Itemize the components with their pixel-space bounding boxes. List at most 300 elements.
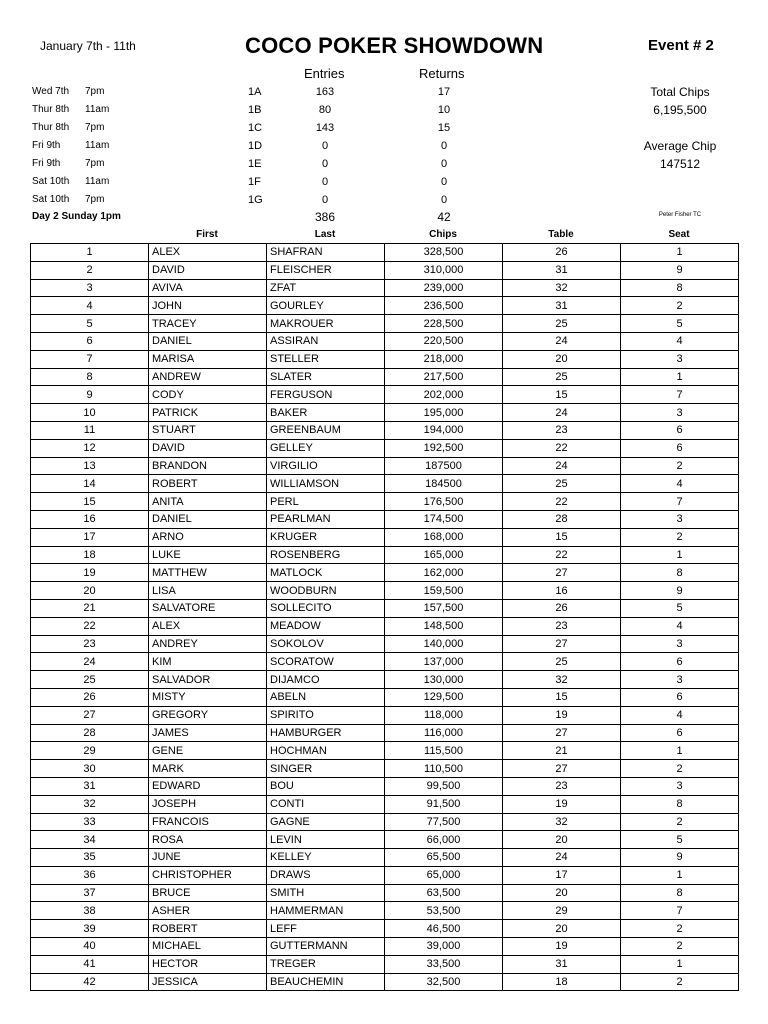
- table-row: [31, 404, 739, 422]
- seat-cell: 2: [621, 528, 739, 546]
- table-cell: 29: [503, 902, 621, 920]
- chips-cell: 46,500: [385, 920, 503, 938]
- first-name-cell: LISA: [149, 582, 267, 600]
- table-cell: 24: [503, 404, 621, 422]
- chips-cell: 116,000: [385, 724, 503, 742]
- first-name-cell: ROBERT: [149, 920, 267, 938]
- table-row: [31, 510, 739, 528]
- chips-cell: 63,500: [385, 884, 503, 902]
- table-row: [31, 813, 739, 831]
- chips-cell: 218,000: [385, 350, 503, 368]
- table-cell: 26: [503, 599, 621, 617]
- seat-cell: 1: [621, 368, 739, 386]
- table-cell: 20: [503, 350, 621, 368]
- chips-cell: 239,000: [385, 279, 503, 297]
- flight-day: Fri 9th: [32, 158, 61, 169]
- rank-cell: 40: [31, 938, 149, 956]
- table-cell: 15: [503, 528, 621, 546]
- rank-cell: 41: [31, 955, 149, 973]
- total-chips-label: Total Chips: [650, 85, 710, 99]
- table-row: [31, 261, 739, 279]
- flight-returns: 0: [440, 194, 448, 206]
- last-name-cell: SOKOLOV: [267, 635, 385, 653]
- table-cell: 23: [503, 777, 621, 795]
- chips-cell: 159,500: [385, 582, 503, 600]
- first-name-cell: DANIEL: [149, 332, 267, 350]
- first-name-cell: BRUCE: [149, 884, 267, 902]
- chips-cell: 130,000: [385, 671, 503, 689]
- flight-row: [0, 104, 520, 122]
- table-row: [31, 777, 739, 795]
- last-name-cell: GAGNE: [267, 813, 385, 831]
- rank-cell: 26: [31, 688, 149, 706]
- table-cell: 25: [503, 368, 621, 386]
- average-chip-label: Average Chip: [643, 139, 717, 153]
- last-name-cell: GOURLEY: [267, 297, 385, 315]
- flight-entries: 0: [321, 176, 329, 188]
- total-returns: 42: [437, 210, 451, 224]
- table-cell: 26: [503, 244, 621, 262]
- chips-cell: 53,500: [385, 902, 503, 920]
- first-name-cell: MARK: [149, 760, 267, 778]
- table-row: [31, 902, 739, 920]
- seat-cell: 7: [621, 493, 739, 511]
- flight-row: [0, 176, 520, 194]
- chips-cell: 176,500: [385, 493, 503, 511]
- first-name-cell: HECTOR: [149, 955, 267, 973]
- table-cell: 15: [503, 688, 621, 706]
- table-cell: 20: [503, 920, 621, 938]
- rank-cell: 14: [31, 475, 149, 493]
- table-row: [31, 653, 739, 671]
- chips-cell: 110,500: [385, 760, 503, 778]
- table-cell: 27: [503, 635, 621, 653]
- flight-entries: 0: [321, 194, 329, 206]
- last-name-cell: SLATER: [267, 368, 385, 386]
- rank-cell: 5: [31, 315, 149, 333]
- seat-cell: 9: [621, 849, 739, 867]
- flight-day: Fri 9th: [32, 140, 61, 151]
- flight-id: 1E: [248, 158, 262, 170]
- table-row: [31, 439, 739, 457]
- last-name-cell: BAKER: [267, 404, 385, 422]
- flight-row: [0, 140, 520, 158]
- table-cell: 31: [503, 297, 621, 315]
- table-cell: 19: [503, 706, 621, 724]
- table-row: [31, 831, 739, 849]
- first-name-cell: KIM: [149, 653, 267, 671]
- first-name-cell: JAMES: [149, 724, 267, 742]
- seat-cell: 6: [621, 688, 739, 706]
- seat-cell: 1: [621, 244, 739, 262]
- last-name-cell: SPIRITO: [267, 706, 385, 724]
- chips-cell: 220,500: [385, 332, 503, 350]
- flight-time: 7pm: [85, 194, 105, 205]
- flight-row: [0, 86, 520, 104]
- seat-cell: 2: [621, 297, 739, 315]
- chips-cell: 99,500: [385, 777, 503, 795]
- table-row: [31, 671, 739, 689]
- event-number: Event # 2: [648, 37, 714, 54]
- credit-note: Peter Fisher TC: [658, 212, 702, 218]
- first-name-cell: PATRICK: [149, 404, 267, 422]
- chips-cell: 217,500: [385, 368, 503, 386]
- chips-cell: 162,000: [385, 564, 503, 582]
- table-row: [31, 528, 739, 546]
- flight-day: Wed 7th: [32, 86, 70, 97]
- first-name-cell: AVIVA: [149, 279, 267, 297]
- last-name-cell: ASSIRAN: [267, 332, 385, 350]
- col-header-table: Table: [548, 229, 574, 240]
- table-row: [31, 457, 739, 475]
- seat-cell: 4: [621, 475, 739, 493]
- first-name-cell: JUNE: [149, 849, 267, 867]
- seat-cell: 7: [621, 386, 739, 404]
- last-name-cell: WOODBURN: [267, 582, 385, 600]
- returns-header: Returns: [419, 66, 465, 81]
- total-entries: 386: [314, 210, 336, 224]
- chips-cell: 65,500: [385, 849, 503, 867]
- first-name-cell: DAVID: [149, 261, 267, 279]
- total-chips-value: 6,195,500: [653, 103, 707, 117]
- last-name-cell: GUTTERMANN: [267, 938, 385, 956]
- rank-cell: 10: [31, 404, 149, 422]
- table-row: [31, 706, 739, 724]
- last-name-cell: ABELN: [267, 688, 385, 706]
- last-name-cell: DRAWS: [267, 866, 385, 884]
- last-name-cell: FERGUSON: [267, 386, 385, 404]
- table-row: [31, 884, 739, 902]
- first-name-cell: JESSICA: [149, 973, 267, 991]
- last-name-cell: SOLLECITO: [267, 599, 385, 617]
- rank-cell: 2: [31, 261, 149, 279]
- rank-cell: 6: [31, 332, 149, 350]
- first-name-cell: MISTY: [149, 688, 267, 706]
- seat-cell: 8: [621, 564, 739, 582]
- table-row: [31, 635, 739, 653]
- last-name-cell: TREGER: [267, 955, 385, 973]
- rank-cell: 28: [31, 724, 149, 742]
- first-name-cell: JOSEPH: [149, 795, 267, 813]
- chips-cell: 228,500: [385, 315, 503, 333]
- flight-entries: 143: [315, 122, 335, 134]
- table-cell: 23: [503, 421, 621, 439]
- chips-cell: 65,000: [385, 866, 503, 884]
- last-name-cell: MEADOW: [267, 617, 385, 635]
- last-name-cell: GREENBAUM: [267, 421, 385, 439]
- table-row: [31, 315, 739, 333]
- flight-day: Thur 8th: [32, 104, 70, 115]
- rank-cell: 31: [31, 777, 149, 795]
- first-name-cell: TRACEY: [149, 315, 267, 333]
- last-name-cell: PEARLMAN: [267, 510, 385, 528]
- last-name-cell: SINGER: [267, 760, 385, 778]
- table-cell: 20: [503, 831, 621, 849]
- table-cell: 27: [503, 724, 621, 742]
- table-row: [31, 795, 739, 813]
- chips-cell: 192,500: [385, 439, 503, 457]
- flight-entries: 0: [321, 140, 329, 152]
- rank-cell: 25: [31, 671, 149, 689]
- seat-cell: 3: [621, 777, 739, 795]
- seat-cell: 4: [621, 706, 739, 724]
- table-cell: 20: [503, 884, 621, 902]
- rank-cell: 37: [31, 884, 149, 902]
- rank-cell: 38: [31, 902, 149, 920]
- flight-entries: 80: [318, 104, 332, 116]
- rank-cell: 17: [31, 528, 149, 546]
- last-name-cell: MAKROUER: [267, 315, 385, 333]
- table-row: [31, 546, 739, 564]
- col-header-last: Last: [314, 229, 336, 240]
- last-name-cell: HAMMERMAN: [267, 902, 385, 920]
- first-name-cell: CODY: [149, 386, 267, 404]
- table-row: [31, 475, 739, 493]
- flight-time: 11am: [85, 104, 110, 115]
- flight-time: 7pm: [85, 158, 105, 169]
- last-name-cell: FLEISCHER: [267, 261, 385, 279]
- chips-cell: 118,000: [385, 706, 503, 724]
- players-table: [30, 243, 739, 991]
- last-name-cell: STELLER: [267, 350, 385, 368]
- last-name-cell: BOU: [267, 777, 385, 795]
- first-name-cell: ANDREW: [149, 368, 267, 386]
- date-range: January 7th - 11th: [40, 39, 136, 53]
- last-name-cell: ROSENBERG: [267, 546, 385, 564]
- first-name-cell: ANDREY: [149, 635, 267, 653]
- table-row: [31, 955, 739, 973]
- table-row: [31, 421, 739, 439]
- first-name-cell: GENE: [149, 742, 267, 760]
- rank-cell: 15: [31, 493, 149, 511]
- seat-cell: 6: [621, 724, 739, 742]
- seat-cell: 9: [621, 261, 739, 279]
- rank-cell: 4: [31, 297, 149, 315]
- seat-cell: 3: [621, 350, 739, 368]
- last-name-cell: VIRGILIO: [267, 457, 385, 475]
- last-name-cell: HAMBURGER: [267, 724, 385, 742]
- chips-cell: 129,500: [385, 688, 503, 706]
- seat-cell: 2: [621, 457, 739, 475]
- flight-day: Thur 8th: [32, 122, 70, 133]
- table-row: [31, 582, 739, 600]
- seat-cell: 1: [621, 955, 739, 973]
- seat-cell: 3: [621, 635, 739, 653]
- flight-time: 7pm: [85, 122, 105, 133]
- table-row: [31, 564, 739, 582]
- flight-returns: 10: [437, 104, 451, 116]
- first-name-cell: SALVATORE: [149, 599, 267, 617]
- chips-cell: 148,500: [385, 617, 503, 635]
- last-name-cell: ZFAT: [267, 279, 385, 297]
- rank-cell: 12: [31, 439, 149, 457]
- flight-id: 1C: [248, 122, 263, 134]
- chips-cell: 184500: [385, 475, 503, 493]
- table-cell: 22: [503, 439, 621, 457]
- first-name-cell: ARNO: [149, 528, 267, 546]
- seat-cell: 8: [621, 795, 739, 813]
- chips-cell: 157,500: [385, 599, 503, 617]
- table-cell: 31: [503, 955, 621, 973]
- chips-cell: 328,500: [385, 244, 503, 262]
- seat-cell: 4: [621, 617, 739, 635]
- table-cell: 19: [503, 795, 621, 813]
- first-name-cell: GREGORY: [149, 706, 267, 724]
- first-name-cell: MICHAEL: [149, 938, 267, 956]
- last-name-cell: SCORATOW: [267, 653, 385, 671]
- seat-cell: 2: [621, 760, 739, 778]
- table-cell: 25: [503, 475, 621, 493]
- rank-cell: 13: [31, 457, 149, 475]
- chips-cell: 168,000: [385, 528, 503, 546]
- flight-time: 11am: [85, 176, 110, 187]
- chips-cell: 174,500: [385, 510, 503, 528]
- col-header-seat: Seat: [668, 229, 690, 240]
- table-row: [31, 760, 739, 778]
- rank-cell: 36: [31, 866, 149, 884]
- last-name-cell: SHAFRAN: [267, 244, 385, 262]
- last-name-cell: DIJAMCO: [267, 671, 385, 689]
- seat-cell: 2: [621, 973, 739, 991]
- table-cell: 27: [503, 564, 621, 582]
- table-cell: 22: [503, 493, 621, 511]
- chips-cell: 137,000: [385, 653, 503, 671]
- seat-cell: 1: [621, 866, 739, 884]
- table-row: [31, 368, 739, 386]
- rank-cell: 7: [31, 350, 149, 368]
- table-row: [31, 350, 739, 368]
- table-cell: 27: [503, 760, 621, 778]
- rank-cell: 27: [31, 706, 149, 724]
- table-cell: 25: [503, 653, 621, 671]
- first-name-cell: ASHER: [149, 902, 267, 920]
- first-name-cell: ALEX: [149, 244, 267, 262]
- table-cell: 24: [503, 849, 621, 867]
- table-cell: 19: [503, 938, 621, 956]
- rank-cell: 33: [31, 813, 149, 831]
- table-row: [31, 724, 739, 742]
- chips-cell: 66,000: [385, 831, 503, 849]
- seat-cell: 1: [621, 742, 739, 760]
- last-name-cell: LEFF: [267, 920, 385, 938]
- first-name-cell: MARISA: [149, 350, 267, 368]
- table-row: [31, 297, 739, 315]
- col-header-first: First: [196, 229, 218, 240]
- table-cell: 23: [503, 617, 621, 635]
- flight-id: 1G: [248, 194, 263, 206]
- seat-cell: 5: [621, 599, 739, 617]
- seat-cell: 2: [621, 938, 739, 956]
- last-name-cell: WILLIAMSON: [267, 475, 385, 493]
- first-name-cell: JOHN: [149, 297, 267, 315]
- seat-cell: 7: [621, 902, 739, 920]
- table-row: [31, 920, 739, 938]
- table-cell: 17: [503, 866, 621, 884]
- table-row: [31, 244, 739, 262]
- table-cell: 22: [503, 546, 621, 564]
- flight-returns: 17: [437, 86, 451, 98]
- table-row: [31, 849, 739, 867]
- flight-day: Sat 10th: [32, 176, 70, 187]
- chips-cell: 91,500: [385, 795, 503, 813]
- first-name-cell: ROBERT: [149, 475, 267, 493]
- table-row: [31, 973, 739, 991]
- table-cell: 24: [503, 332, 621, 350]
- rank-cell: 18: [31, 546, 149, 564]
- rank-cell: 34: [31, 831, 149, 849]
- seat-cell: 4: [621, 332, 739, 350]
- rank-cell: 3: [31, 279, 149, 297]
- table-row: [31, 742, 739, 760]
- rank-cell: 30: [31, 760, 149, 778]
- flight-id: 1D: [248, 140, 263, 152]
- last-name-cell: KRUGER: [267, 528, 385, 546]
- chips-cell: 39,000: [385, 938, 503, 956]
- first-name-cell: FRANCOIS: [149, 813, 267, 831]
- seat-cell: 6: [621, 421, 739, 439]
- last-name-cell: GELLEY: [267, 439, 385, 457]
- chips-cell: 115,500: [385, 742, 503, 760]
- rank-cell: 42: [31, 973, 149, 991]
- flight-returns: 0: [440, 140, 448, 152]
- chips-cell: 33,500: [385, 955, 503, 973]
- rank-cell: 39: [31, 920, 149, 938]
- table-row: [31, 332, 739, 350]
- table-row: [31, 599, 739, 617]
- first-name-cell: SALVADOR: [149, 671, 267, 689]
- table-row: [31, 386, 739, 404]
- first-name-cell: STUART: [149, 421, 267, 439]
- flight-returns: 0: [440, 176, 448, 188]
- seat-cell: 5: [621, 315, 739, 333]
- seat-cell: 3: [621, 404, 739, 422]
- rank-cell: 22: [31, 617, 149, 635]
- table-cell: 32: [503, 279, 621, 297]
- chips-cell: 165,000: [385, 546, 503, 564]
- table-cell: 16: [503, 582, 621, 600]
- first-name-cell: DAVID: [149, 439, 267, 457]
- flight-entries: 0: [321, 158, 329, 170]
- flight-id: 1F: [248, 176, 261, 188]
- last-name-cell: SMITH: [267, 884, 385, 902]
- flight-row: [0, 158, 520, 176]
- first-name-cell: DANIEL: [149, 510, 267, 528]
- seat-cell: 6: [621, 439, 739, 457]
- table-cell: 32: [503, 813, 621, 831]
- chips-cell: 194,000: [385, 421, 503, 439]
- last-name-cell: HOCHMAN: [267, 742, 385, 760]
- first-name-cell: CHRISTOPHER: [149, 866, 267, 884]
- rank-cell: 19: [31, 564, 149, 582]
- chips-cell: 140,000: [385, 635, 503, 653]
- rank-cell: 35: [31, 849, 149, 867]
- first-name-cell: EDWARD: [149, 777, 267, 795]
- last-name-cell: CONTI: [267, 795, 385, 813]
- rank-cell: 23: [31, 635, 149, 653]
- seat-cell: 3: [621, 671, 739, 689]
- table-row: [31, 938, 739, 956]
- first-name-cell: BRANDON: [149, 457, 267, 475]
- table-cell: 25: [503, 315, 621, 333]
- rank-cell: 1: [31, 244, 149, 262]
- table-cell: 21: [503, 742, 621, 760]
- last-name-cell: KELLEY: [267, 849, 385, 867]
- chips-cell: 32,500: [385, 973, 503, 991]
- seat-cell: 5: [621, 831, 739, 849]
- table-cell: 18: [503, 973, 621, 991]
- rank-cell: 21: [31, 599, 149, 617]
- rank-cell: 16: [31, 510, 149, 528]
